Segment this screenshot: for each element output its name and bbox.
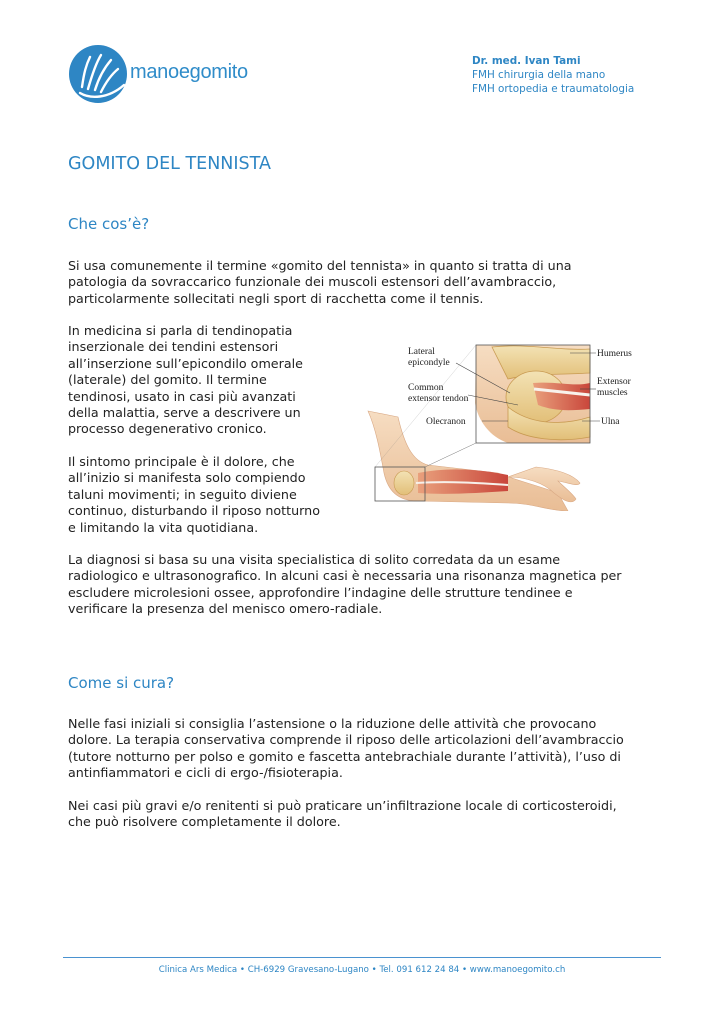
text-line: patologia da sovraccarico funzionale dei muscoli estensori dell’avambraccio, [68, 274, 557, 290]
label-extensor: Extensor [597, 377, 631, 387]
doctor-name: Dr. med. Ivan Tami [472, 55, 581, 67]
text-line: inserzionale dei tendini estensori [68, 339, 279, 355]
logo-text: manoegomito [130, 61, 248, 83]
text-line: antinfiammatori e cicli di ergo-/fisioterapia. [68, 765, 343, 781]
footer-contact: Clinica Ars Medica • CH-6929 Gravesano-Lugano • Tel. 091 612 24 84 • www.manoegomito.ch [158, 965, 566, 975]
label-ulna: Ulna [601, 417, 620, 427]
text-line: e limitando la vita quotidiana. [68, 519, 259, 535]
doctor-specialty-2: FMH ortopedia e traumatologia [472, 83, 635, 95]
text-line: tendinosi, usato in casi più avanzati [68, 388, 296, 404]
text-line: radiologico e ultrasonografico. In alcuni casi è necessaria una risonanza magnetica per [68, 568, 622, 584]
text-line: Il sintomo principale è il dolore, che [68, 454, 295, 469]
logo [68, 43, 248, 107]
text-line: Si usa comunemente il termine «gomito del tennista» in quanto si tratta di una [68, 258, 572, 273]
label-humerus: Humerus [597, 349, 632, 359]
page-title: GOMITO DEL TENNISTA [68, 154, 271, 174]
footer-divider [63, 957, 661, 958]
text-line: all’inserzione sull’epicondilo omerale [68, 355, 303, 371]
treatment-paragraph [68, 716, 624, 782]
label-olecranon: Olecranon [426, 417, 466, 427]
symptom-paragraph [68, 454, 320, 536]
text-line: particolarmente sollecitati negli sport di racchetta come il tennis. [68, 290, 484, 306]
label-lateral: Lateral [408, 347, 435, 357]
text-line: che può risolvere completamente il dolore. [68, 814, 341, 830]
elbow-anatomy-figure [358, 333, 648, 511]
label-extensor-tendon: extensor tendon [408, 394, 469, 404]
text-line: In medicina si parla di tendinopatia [68, 323, 293, 338]
doctor-specialty-1: FMH chirurgia della mano [472, 69, 606, 81]
severe-cases-paragraph [68, 798, 617, 831]
text-line: (tutore notturno per polso e gomito e fascetta antebrachiale durante l’attività), l’uso di [68, 748, 621, 764]
detail-inset [475, 345, 590, 443]
diagnosis-paragraph [68, 552, 622, 618]
text-line: verificare la presenza del menisco omero-radiale. [68, 601, 383, 617]
hand-logo-icon [68, 43, 132, 107]
text-line: escludere microlesioni ossee, approfondire l’indagine delle strutture tendinee e [68, 584, 573, 600]
text-line: all’inizio si manifesta solo compiendo [68, 470, 306, 486]
section-heading-what: Che cos’è? [68, 215, 150, 233]
text-line: della malattia, serve a descrivere un [68, 405, 301, 421]
label-common: Common [408, 383, 444, 393]
text-line: Nei casi più gravi e/o renitenti si può praticare un’infiltrazione locale di corticosteroidi, [68, 798, 617, 813]
text-line: taluni movimenti; in seguito diviene [68, 486, 297, 502]
doctor-info [472, 54, 712, 96]
text-line: dolore. La terapia conservativa comprende il riposo delle articolazioni dell’avambraccio [68, 732, 624, 748]
tendinopathy-paragraph [68, 323, 303, 438]
text-line: La diagnosi si basa su una visita specialistica di solito corredata da un esame [68, 552, 561, 567]
intro-paragraph [68, 258, 572, 307]
text-line: processo degenerativo cronico. [68, 421, 267, 437]
section-heading-treatment: Come si cura? [68, 674, 175, 692]
label-epicondyle: epicondyle [408, 358, 450, 368]
text-line: continuo, disturbando il riposo notturno [68, 503, 320, 519]
text-line: (laterale) del gomito. Il termine [68, 372, 267, 388]
label-muscles: muscles [597, 388, 628, 398]
text-line: Nelle fasi iniziali si consiglia l’astensione o la riduzione delle attività che provocano [68, 716, 597, 731]
